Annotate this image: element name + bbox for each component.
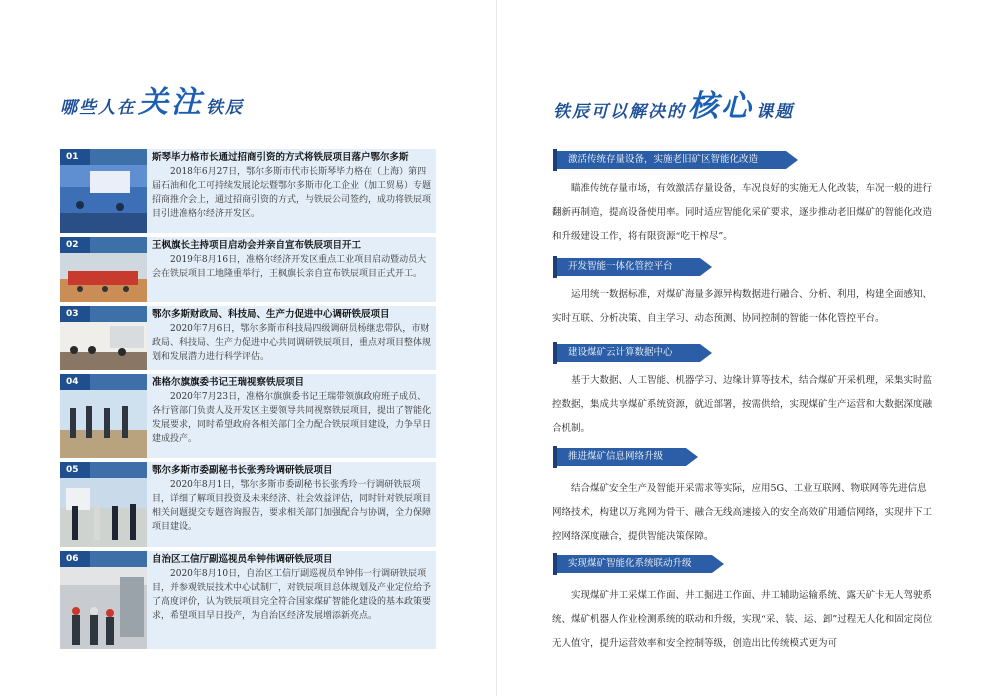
item-title: 王枫旗长主持项目启动会并亲自宣布铁辰项目开工 [152, 240, 362, 251]
event-item-1 [60, 149, 436, 233]
section-label-3: 建设煤矿云计算数据中心 [556, 344, 700, 362]
event-item-6 [60, 551, 436, 649]
section-body-1: 瞄准传统存量市场，有效激活存量设备，车况良好的实施无人化改装，车况一般的进行翻新再制造，提高设备使用率。同时适应智能化采矿要求，逐步推动老旧煤矿的智能化改造和升级建设工作，将有限资源“吃干榨尽”。 [552, 183, 933, 242]
item-title: 鄂尔多斯市委副秘书长张秀玲调研铁辰项目 [152, 465, 333, 476]
event-photo [60, 390, 147, 458]
right-heading-emphasis: 核心 [688, 89, 754, 124]
item-body: 2020年8月1日，鄂尔多斯市委副秘书长张秀玲一行调研铁辰项目，详细了解项目投资及未来经济、社会效益评估，同时针对铁辰项目相关问题提交专题咨询报告，要求相关部门加强配合与协调，全力保障项目建设。 [152, 480, 432, 532]
right-heading [553, 89, 794, 124]
item-number: 06 [60, 551, 90, 567]
section-label-5: 实现煤矿智能化系统联动升级 [556, 555, 712, 573]
event-photo [60, 478, 147, 547]
item-number: 01 [60, 149, 90, 165]
left-heading-emphasis: 关注 [138, 85, 204, 120]
item-body: 2020年7月6日，鄂尔多斯市科技局四级调研员杨继忠带队，市财政局、科技局、生产力促进中心共同调研铁辰项目，重点对项目整体规划和发展潜力进行科学评估。 [152, 324, 432, 362]
item-body: 2020年8月10日，自治区工信厅副巡视员牟钟伟一行调研铁辰项目，并参观铁辰技术中心试制厂，对铁辰项目总体规划及产业定位给予了高度评价，认为铁辰项目完全符合国家煤矿智能化建设的基本政策要求，希望项目早日投产，为自治区经济发展增添新亮点。 [152, 569, 432, 621]
item-body: 2019年8月16日，准格尔经济开发区重点工业项目启动暨动员大会在铁辰项目工地隆重举行，王枫旗长亲自宣布铁辰项目正式开工。 [152, 255, 427, 279]
left-heading [60, 85, 244, 120]
item-number: 02 [60, 237, 90, 253]
item-number: 05 [60, 462, 90, 478]
section-body-4: 结合煤矿安全生产及智能开采需求等实际，应用5G、工业互联网、物联网等先进信息网络技术，构建以万兆网为骨干、融合无线高速接入的安全高效矿用通信网络，实现井下工控网络深度融合，提供智能决策保障。 [552, 483, 933, 542]
section-body-3: 基于大数据、人工智能、机器学习、边缘计算等技术，结合煤矿开采机理，采集实时监控数据，集成共享煤矿系统资源，就近部署，按需供给，实现煤矿生产运营和大数据深度融合机制。 [552, 375, 933, 434]
item-body: 2020年7月23日，准格尔旗旗委书记王瑞带领旗政府班子成员、各行管部门负责人及开发区主要领导共同视察铁辰项目，提出了智能化发展要求，同时希望政府各相关部门全力配合铁辰项目建设，力争早日建成投产。 [152, 392, 432, 444]
event-item-4 [60, 374, 436, 458]
event-item-2 [60, 237, 436, 302]
item-body: 2018年6月27日，鄂尔多斯市代市长斯琴毕力格在（上海）第四届石油和化工可持续发展论坛暨鄂尔多斯市化工企业（加工贸易）专题招商推介会上，通过招商引资的方式，与铁辰公司签约，成功将铁辰项目引进准格尔经济开发区。 [152, 167, 432, 219]
section-label-1: 激活传统存量设备，实施老旧矿区智能化改造 [556, 151, 786, 169]
event-photo [60, 567, 147, 649]
section-label-2: 开发智能一体化管控平台 [556, 258, 700, 276]
item-title: 自治区工信厅副巡视员牟钟伟调研铁辰项目 [152, 554, 333, 565]
event-item-3 [60, 306, 436, 370]
event-item-5 [60, 462, 436, 547]
page-divider [496, 0, 497, 696]
section-label-4: 推进煤矿信息网络升级 [556, 448, 686, 466]
item-title: 准格尔旗旗委书记王瑞视察铁辰项目 [152, 377, 305, 388]
item-title: 斯琴毕力格市长通过招商引资的方式将铁辰项目落户鄂尔多斯 [152, 152, 409, 163]
item-title: 鄂尔多斯财政局、科技局、生产力促进中心调研铁辰项目 [152, 309, 390, 320]
left-heading-post: 铁辰 [206, 98, 244, 118]
event-photo [60, 165, 147, 233]
event-photo [60, 322, 147, 370]
item-number: 04 [60, 374, 90, 390]
event-photo [60, 253, 147, 302]
item-number: 03 [60, 306, 90, 322]
right-heading-pre: 铁辰可以解决的 [553, 102, 686, 122]
section-body-2: 运用统一数据标准，对煤矿海量多源异构数据进行融合、分析、利用，构建全面感知、实时互联、分析决策、自主学习、动态预测、协同控制的智能一体化管控平台。 [552, 289, 933, 324]
section-body-5: 实现煤矿井工采煤工作面、井工掘进工作面、井工辅助运输系统、露天矿卡无人驾驶系统、煤矿机器人作业检测系统的联动和升级，实现“采、装、运、卸”过程无人化和固定岗位无人值守，提升运营效率和安全控制等级，创造出比传统模式更为可 [552, 590, 933, 649]
left-heading-pre: 哪些人在 [60, 98, 136, 118]
right-heading-post: 课题 [756, 102, 794, 122]
